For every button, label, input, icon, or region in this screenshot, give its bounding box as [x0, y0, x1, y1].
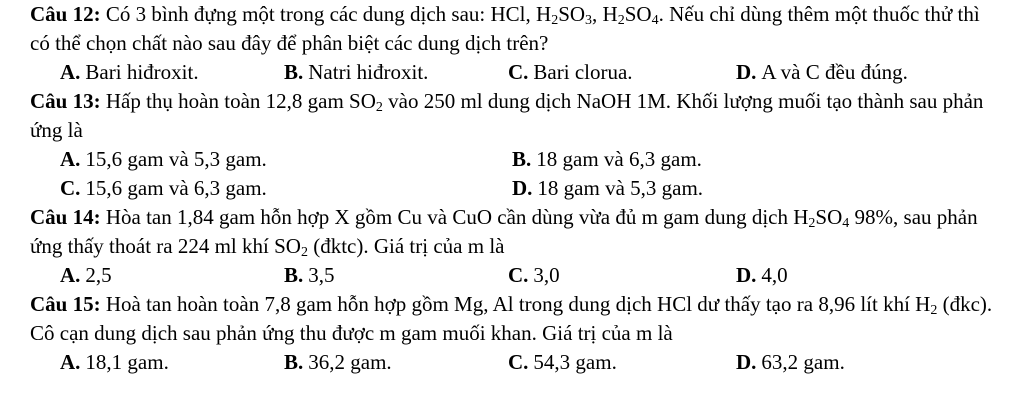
options-row: [30, 174, 996, 203]
option-d: D. 4,0: [736, 263, 788, 287]
option-b: B. 36,2 gam.: [284, 350, 392, 374]
question-15: [30, 290, 996, 377]
formula-h2: $H_2$: [915, 292, 938, 318]
question-stem: Câu 14: Hòa tan 1,84 gam hỗn hợp X gồm Cu và CuO cần dùng vừa đủ m gam dung dịch $H_2SO_4$ 98%, sau phản ứng thấy thoát ra 224 ml khí $SO_2$ (đktc). Giá trị của m là: [30, 205, 978, 260]
option-b: B. 3,5: [284, 263, 335, 287]
option-a: A. 2,5: [60, 263, 112, 287]
options-row: [30, 261, 996, 290]
option-c: C. 54,3 gam.: [508, 350, 617, 374]
question-stem: Câu 12: Có 3 bình đựng một trong các dung dịch sau: HCl, $H_2SO_3$, $H_2SO_4$. Nếu chỉ dùng thêm một thuốc thử thì có thể chọn chất nào sau đây để phân biệt các dung dịch trên?: [30, 2, 980, 55]
question-stem: Câu 13: Hấp thụ hoàn toàn 12,8 gam $SO_2$ vào 250 ml dung dịch NaOH 1M. Khối lượng muối tạo thành sau phản ứng là: [30, 89, 984, 142]
options-row: [30, 348, 996, 377]
option-a: A. 18,1 gam.: [60, 350, 169, 374]
question-12: [30, 0, 996, 87]
formula-so2: $SO_2$: [274, 234, 308, 260]
question-13: [30, 87, 996, 203]
question-14: [30, 203, 996, 290]
option-b: B. 18 gam và 6,3 gam.: [512, 147, 702, 171]
question-number: Câu 12:: [30, 2, 101, 26]
option-a: A. Bari hiđroxit.: [60, 60, 199, 84]
options-row: [30, 58, 996, 87]
question-number: Câu 13:: [30, 89, 101, 113]
question-number: Câu 15:: [30, 292, 101, 316]
formula-h2so4: $H_2SO_4$: [602, 2, 659, 28]
option-d: D. A và C đều đúng.: [736, 60, 908, 84]
option-c: C. Bari clorua.: [508, 60, 633, 84]
formula-h2so3: $H_2SO_3$: [536, 2, 593, 28]
question-stem: Câu 15: Hoà tan hoàn toàn 7,8 gam hỗn hợp gồm Mg, Al trong dung dịch HCl dư thấy tạo ra 8,96 lít khí $H_2$ (đkc). Cô cạn dung dịch sau phản ứng thu được m gam muối khan. Giá trị của m là: [30, 292, 993, 345]
option-d: D. 18 gam và 5,3 gam.: [512, 176, 704, 200]
options-row: [30, 145, 996, 174]
option-c: C. 3,0: [508, 263, 560, 287]
option-b: B. Natri hiđroxit.: [284, 60, 429, 84]
option-a: A. 15,6 gam và 5,3 gam.: [60, 147, 267, 171]
formula-h2so4: $H_2SO_4$: [793, 205, 850, 231]
formula-so2: $SO_2$: [349, 89, 383, 115]
option-d: D. 63,2 gam.: [736, 350, 845, 374]
option-c: C. 15,6 gam và 6,3 gam.: [60, 176, 267, 200]
question-number: Câu 14:: [30, 205, 101, 229]
